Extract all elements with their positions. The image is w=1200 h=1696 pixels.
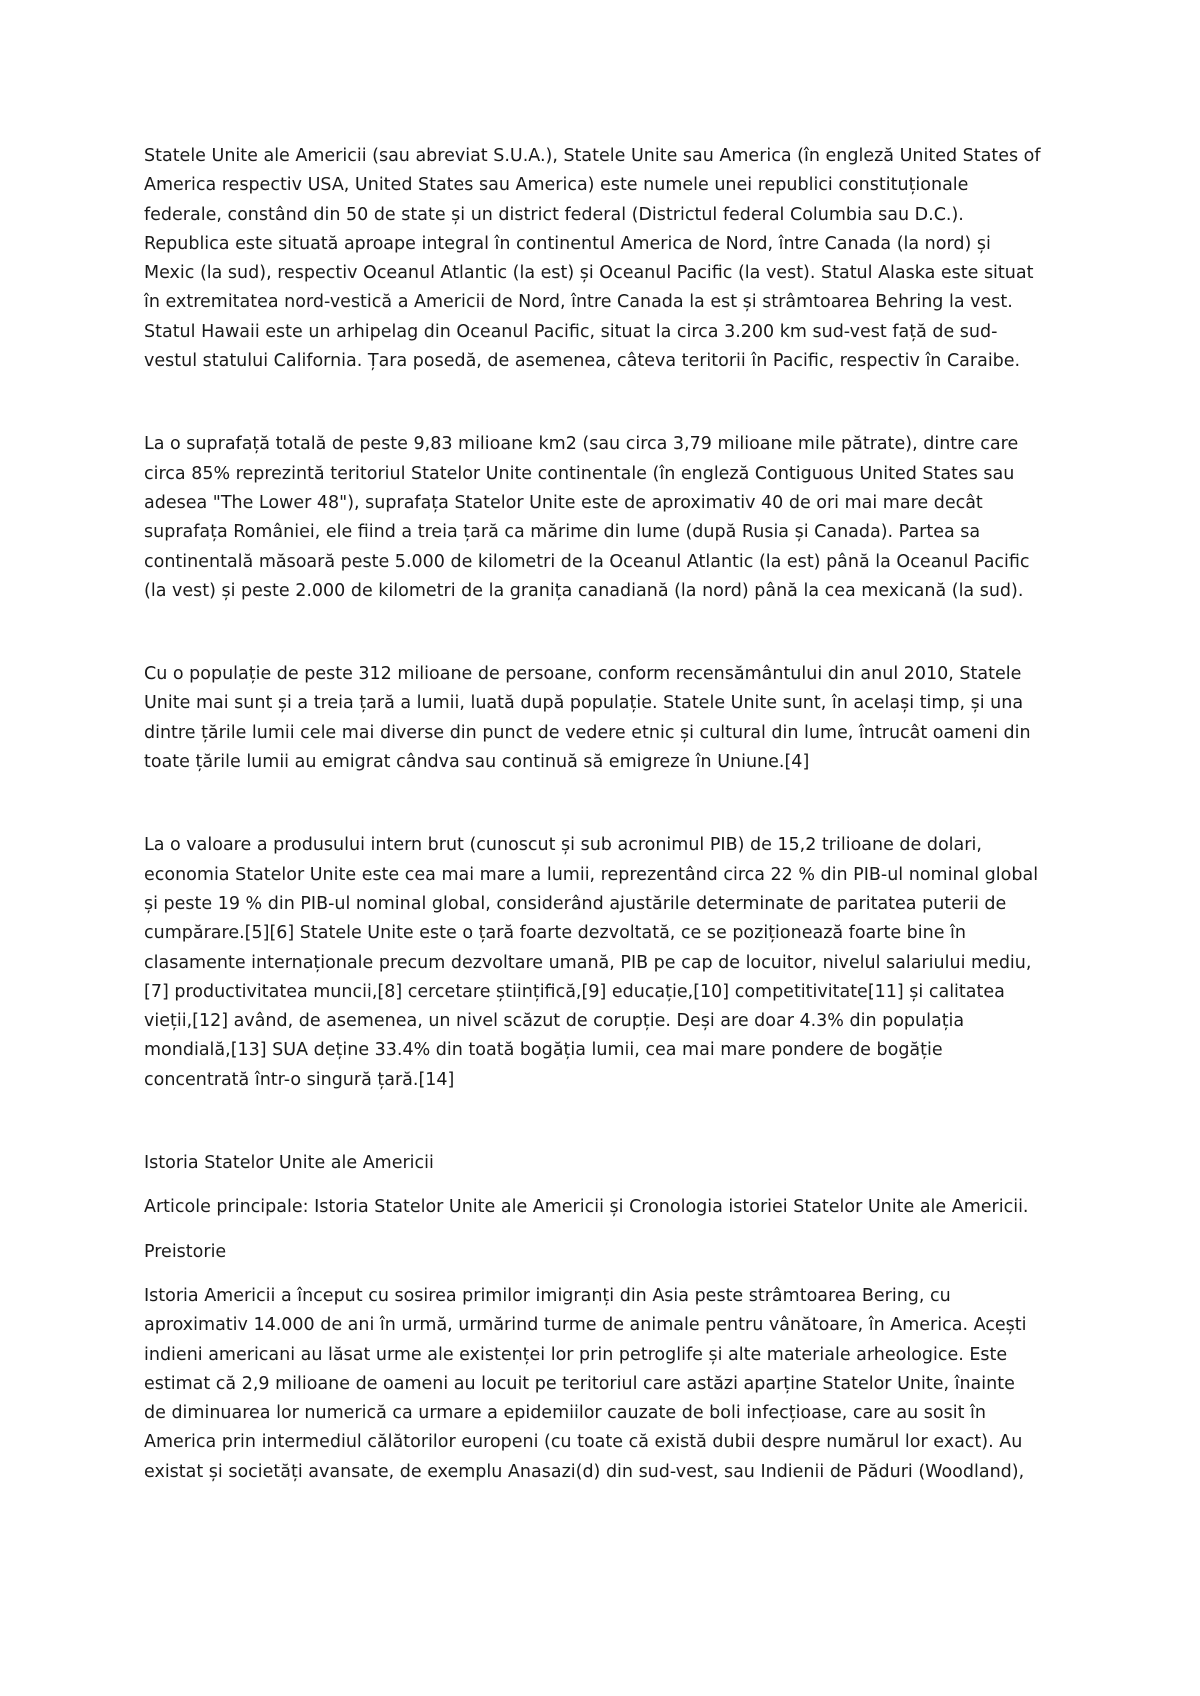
text-line: America prin intermediul călătorilor europeni (cu toate că există dubii despre numărul lor exact). Au [144, 1432, 1023, 1453]
text-line: toate țările lumii au emigrat cândva sau continuă să emigreze în Uniune.[4] [144, 752, 810, 773]
text-line: cumpărare.[5][6] Statele Unite este o țară foarte dezvoltată, ce se poziționează foarte bine în [144, 923, 966, 944]
text-line: vestul statului California. Țara posedă, de asemenea, câteva teritorii în Pacific, respectiv în Caraibe. [144, 351, 1021, 372]
text-line: Statul Hawaii este un arhipelag din Oceanul Pacific, situat la circa 3.200 km sud-vest față de sud- [144, 321, 998, 342]
paragraph-spacer [144, 1267, 1074, 1282]
paragraph-spacer [144, 777, 1074, 831]
history-heading [144, 1149, 1074, 1178]
text-line: circa 85% reprezintă teritoriul Statelor Unite continentale (în engleză Contiguous United States sau [144, 463, 1015, 484]
text-line: Preistorie [144, 1241, 227, 1262]
text-line: La o valoare a produsului intern brut (cunoscut și sub acronimul PIB) de 15,2 trilioane de dolari, [144, 835, 982, 856]
text-line: existat și societăți avansate, de exemplu Anasazi(d) din sud-vest, sau Indienii de Păduri (Woodland), [144, 1461, 1025, 1482]
intro-paragraph [144, 142, 1074, 376]
paragraph-spacer [144, 1223, 1074, 1238]
text-line: Istoria Statelor Unite ale Americii [144, 1153, 434, 1174]
text-line: Cu o populație de peste 312 milioane de persoane, conform recensământului din anul 2010, Statele [144, 664, 1022, 685]
area-paragraph [144, 430, 1074, 606]
paragraph-spacer [144, 376, 1074, 430]
text-line: vieții,[12] având, de asemenea, un nivel scăzut de corupție. Deși are doar 4.3% din populația [144, 1011, 965, 1032]
text-line: și peste 19 % din PIB-ul nominal global, considerând ajustările determinate de paritatea puterii de [144, 893, 1007, 914]
text-line: Mexic (la sud), respectiv Oceanul Atlantic (la est) și Oceanul Pacific (la vest). Statul Alaska este situat [144, 263, 1034, 284]
text-line: Republica este situată aproape integral în continentul America de Nord, între Canada (la nord) și [144, 233, 991, 254]
text-line: în extremitatea nord-vestică a Americii de Nord, între Canada la est și strâmtoarea Behring la vest. [144, 292, 1013, 313]
paragraph-spacer [144, 606, 1074, 660]
text-line: adesea "The Lower 48"), suprafața Statelor Unite este de aproximativ 40 de ori mai mare decât [144, 492, 983, 513]
text-line: Articole principale: Istoria Statelor Unite ale Americii și Cronologia istoriei Statelor Unite ale Americii. [144, 1197, 1029, 1218]
text-line: Statele Unite ale Americii (sau abreviat S.U.A.), Statele Unite sau America (în engleză United States of [144, 146, 1041, 166]
text-line: suprafața României, ele fiind a treia țară ca mărime din lume (după Rusia și Canada). Partea sa [144, 522, 981, 543]
text-line: de diminuarea lor numerică ca urmare a epidemiilor cauzate de boli infecțioase, care au sosit în [144, 1403, 986, 1424]
text-line: economia Statelor Unite este cea mai mare a lumii, reprezentând circa 22 % din PIB-ul nominal global [144, 864, 1039, 885]
text-line: dintre țările lumii cele mai diverse din punct de vedere etnic și cultural din lume, întrucât oameni din [144, 722, 1031, 743]
text-line: La o suprafață totală de peste 9,83 milioane km2 (sau circa 3,79 milioane mile pătrate), dintre care [144, 434, 1019, 455]
text-line: aproximativ 14.000 de ani în urmă, urmărind turme de animale pentru vânătoare, în America. Acești [144, 1315, 1027, 1336]
text-line: indieni americani au lăsat urme ale existenței lor prin petroglife și alte materiale arheologice. Este [144, 1344, 1008, 1365]
text-line: clasamente internaționale precum dezvoltare umană, PIB pe cap de locuitor, nivelul salariului mediu, [144, 952, 1032, 973]
text-line: Unite mai sunt și a treia țară a lumii, luată după populație. Statele Unite sunt, în același timp, și una [144, 693, 1024, 714]
main-articles-note [144, 1193, 1074, 1222]
document-body [144, 142, 1074, 1487]
text-line: [7] productivitatea muncii,[8] cercetare științifică,[9] educație,[10] competitivitate[11] și calitatea [144, 981, 1005, 1002]
text-line: estimat că 2,9 milioane de oameni au locuit pe teritoriul care astăzi aparține Statelor Unite, înainte [144, 1373, 1015, 1394]
text-line: continentală măsoară peste 5.000 de kilometri de la Oceanul Atlantic (la est) până la Oceanul Pacific [144, 551, 1030, 572]
paragraph-spacer [144, 1178, 1074, 1193]
economy-paragraph [144, 831, 1074, 1095]
text-line: (la vest) și peste 2.000 de kilometri de la granița canadiană (la nord) până la cea mexicană (la sud). [144, 580, 1024, 601]
text-line: America respectiv USA, United States sau America) este numele unei republici constituționale [144, 175, 969, 196]
text-line: federale, constând din 50 de state și un district federal (Districtul federal Columbia sau D.C.). [144, 204, 964, 225]
text-line: concentrată într-o singură țară.[14] [144, 1069, 455, 1090]
prehistory-paragraph [144, 1282, 1074, 1487]
prehistory-heading [144, 1238, 1074, 1267]
population-paragraph [144, 660, 1074, 777]
text-line: Istoria Americii a început cu sosirea primilor imigranți din Asia peste strâmtoarea Bering, cu [144, 1285, 951, 1306]
text-line: mondială,[13] SUA deține 33.4% din toată bogăția lumii, cea mai mare pondere de bogăție [144, 1040, 943, 1061]
paragraph-spacer [144, 1095, 1074, 1149]
